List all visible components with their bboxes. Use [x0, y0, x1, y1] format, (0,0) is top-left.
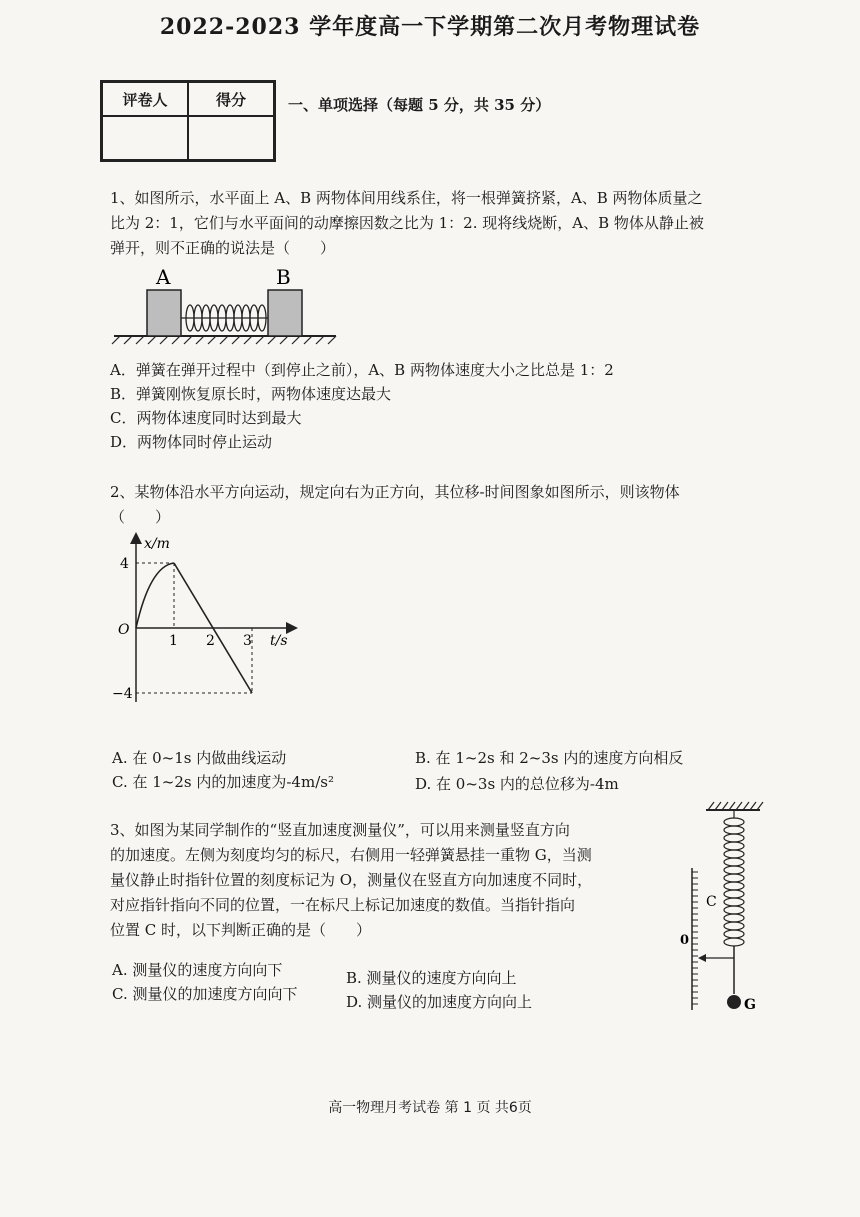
q3-option-c[interactable]: C. 测量仪的加速度方向向下	[112, 985, 298, 1003]
compressed-spring	[181, 305, 268, 331]
q1-option-a[interactable]: A．弹簧在弹开过程中（到停止之前），A、B 两物体速度大小之比总是 1：2	[110, 361, 614, 379]
q3-line-5: 位置 C 时，以下判断正确的是（ ）	[110, 921, 372, 939]
y-tick-4: 4	[120, 556, 129, 572]
q1-options	[110, 358, 750, 454]
q1-option-d[interactable]: D．两物体同时停止运动	[110, 433, 273, 451]
x-tick-2: 2	[206, 633, 215, 649]
y-axis-label: x/m	[144, 536, 170, 552]
label-c: C	[706, 894, 717, 910]
page-title: 2022-2023 学年度高一下学期第二次月考物理试卷	[159, 14, 701, 40]
question-1-text	[110, 186, 810, 261]
q1-line-3: 弹开，则不正确的说法是（ ）	[110, 239, 336, 257]
q3-line-2: 的加速度。左侧为刻度均匀的标尺，右侧用一轻弹簧悬挂一重物 G，当测	[110, 846, 592, 864]
x-axis-label: t/s	[270, 633, 288, 649]
label-g: G	[744, 997, 756, 1013]
q3-line-3: 量仪静止时指针位置的刻度标记为 O，测量仪在竖直方向加速度不同时，	[110, 871, 593, 889]
q3-line-4: 对应指针指向不同的位置，一在标尺上标记加速度的数值。当指针指向	[110, 896, 576, 914]
weight-g	[727, 995, 741, 1009]
q1-line-2: 比为 2：1，它们与水平面间的动摩擦因数之比为 1：2. 现将线烧断，A、B 物体从静止被	[110, 214, 704, 232]
q2-line-2: （ ）	[110, 508, 171, 526]
q1-line-1: 1、如图所示，水平面上 A、B 两物体间用线系住，将一根弹簧挤紧，A、B 两物体质量之	[110, 189, 703, 207]
page-footer: 高一物理月考试卷 第 1 页 共6页	[328, 1100, 532, 1116]
q2-xt-graph	[112, 530, 302, 710]
question-2-text	[110, 480, 810, 530]
q1-option-b[interactable]: B．弹簧刚恢复原长时，两物体速度达最大	[110, 385, 392, 403]
label-a: A	[156, 265, 171, 289]
x-tick-1: 1	[169, 633, 178, 649]
q3-option-b[interactable]: B. 测量仪的速度方向向上	[346, 969, 517, 987]
q2-option-d[interactable]: D. 在 0~3s 内的总位移为-4m	[415, 775, 619, 793]
q3-option-a[interactable]: A. 测量仪的速度方向向下	[112, 961, 283, 979]
q2-option-c[interactable]: C. 在 1~2s 内的加速度为-4m/s²	[112, 773, 334, 791]
block-b	[268, 290, 302, 336]
grader-header: 评卷人	[102, 82, 189, 117]
q3-line-1: 3、如图为某同学制作的“竖直加速度测量仪”，可以用来测量竖直方向	[110, 821, 570, 839]
q1-option-c[interactable]: C．两物体速度同时达到最大	[110, 409, 302, 427]
label-b: B	[276, 265, 291, 289]
y-tick-neg4: −4	[112, 686, 133, 702]
label-o: 0	[680, 933, 690, 948]
q3-option-d[interactable]: D. 测量仪的加速度方向向上	[346, 993, 533, 1011]
hanging-spring	[724, 810, 744, 946]
origin-label: O	[118, 622, 130, 638]
grader-cell[interactable]	[102, 116, 189, 161]
q3-accelerometer-diagram	[676, 798, 776, 1022]
q2-option-a[interactable]: A. 在 0~1s 内做曲线运动	[112, 749, 287, 767]
score-header: 得分	[188, 82, 275, 117]
block-a	[147, 290, 181, 336]
score-table	[100, 80, 276, 162]
q2-option-b[interactable]: B. 在 1~2s 和 2~3s 内的速度方向相反	[415, 749, 684, 767]
section-heading: 一、单项选择（每题 5 分，共 35 分）	[288, 96, 551, 114]
question-3-text	[110, 818, 700, 943]
x-tick-3: 3	[243, 633, 252, 649]
q2-line-1: 2、某物体沿水平方向运动，规定向右为正方向，其位移-时间图象如图所示，则该物体	[110, 483, 680, 501]
score-cell[interactable]	[188, 116, 275, 161]
q1-spring-diagram	[110, 262, 340, 346]
curve-segment	[136, 563, 174, 628]
